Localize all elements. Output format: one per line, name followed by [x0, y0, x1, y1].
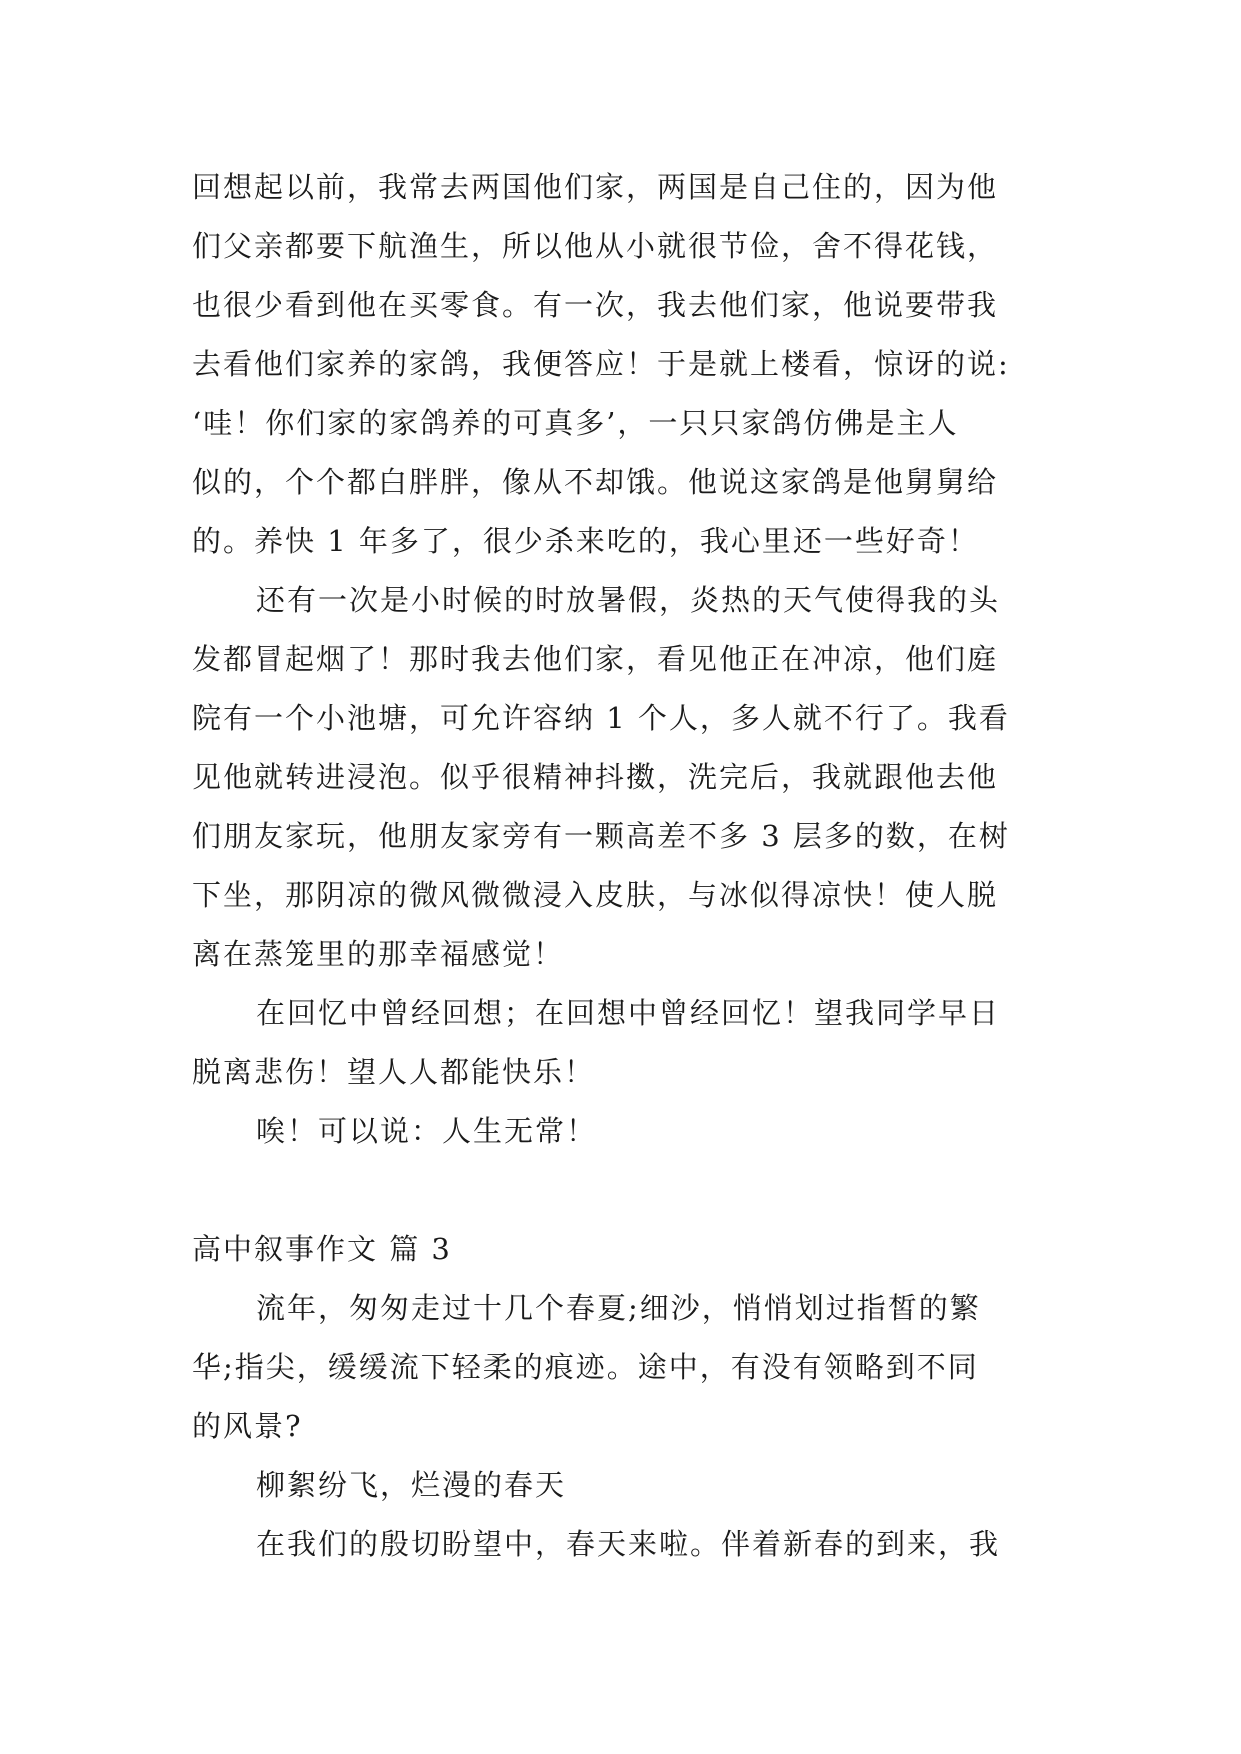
paragraph-4 — [192, 1102, 1052, 1161]
document-body — [192, 158, 1052, 1574]
text-line: 发都冒起烟了！那时我去他们家，看见他正在冲凉，他们庭 — [192, 642, 999, 676]
text-line: 在回忆中曾经回想；在回想中曾经回忆！望我同学早日 — [256, 996, 1001, 1030]
text-line: ‘哇！你们家的家鸽养的可真多’，一只只家鸽仿佛是主人 — [192, 406, 959, 440]
text-line: 柳絮纷飞，烂漫的春天 — [256, 1468, 567, 1502]
paragraph-1 — [192, 158, 1052, 571]
text-line: 的风景? — [192, 1409, 303, 1443]
text-line: 离在蒸笼里的那幸福感觉！ — [192, 937, 565, 971]
paragraph-3 — [192, 984, 1052, 1102]
text-line: 唉！可以说：人生无常！ — [256, 1114, 598, 1148]
text-line: 脱离悲伤！望人人都能快乐！ — [192, 1055, 596, 1089]
text-line: 也很少看到他在买零食。有一次，我去他们家，他说要带我 — [192, 288, 999, 322]
paragraph-2 — [192, 571, 1052, 984]
text-line: 回想起以前，我常去两国他们家，两国是自己住的，因为他 — [192, 170, 999, 204]
text-line: 在我们的殷切盼望中，春天来啦。伴着新春的到来，我 — [256, 1527, 1001, 1561]
paragraph-5 — [192, 1279, 1052, 1456]
text-line: 华;指尖，缓缓流下轻柔的痕迹。途中，有没有领略到不同 — [192, 1350, 979, 1384]
text-line: 去看他们家养的家鸽，我便答应！于是就上楼看，惊讶的说: — [192, 347, 1010, 381]
blank-line — [192, 1161, 1052, 1220]
text-line: 的。养快 1 年多了，很少杀来吃的，我心里还一些好奇！ — [192, 524, 979, 558]
section-heading: 高中叙事作文 篇 3 — [192, 1232, 452, 1266]
text-line: 还有一次是小时候的时放暑假，炎热的天气使得我的头 — [256, 583, 1001, 617]
text-line: 见他就转进浸泡。似乎很精神抖擞，洗完后，我就跟他去他 — [192, 760, 999, 794]
text-line: 们父亲都要下航渔生，所以他从小就很节俭，舍不得花钱， — [192, 229, 999, 263]
text-line: 似的，个个都白胖胖，像从不却饿。他说这家鸽是他舅舅给 — [192, 465, 999, 499]
text-line: 们朋友家玩，他朋友家旁有一颗高差不多 3 层多的数，在树 — [192, 819, 1010, 853]
paragraph-6 — [192, 1456, 1052, 1515]
text-line: 院有一个小池塘，可允许容纳 1 个人，多人就不行了。我看 — [192, 701, 1010, 735]
text-line: 流年，匆匆走过十几个春夏;细沙，悄悄划过指皙的繁 — [256, 1291, 981, 1325]
paragraph-7 — [192, 1515, 1052, 1574]
text-line: 下坐，那阴凉的微风微微浸入皮肤，与冰似得凉快！使人脱 — [192, 878, 999, 912]
